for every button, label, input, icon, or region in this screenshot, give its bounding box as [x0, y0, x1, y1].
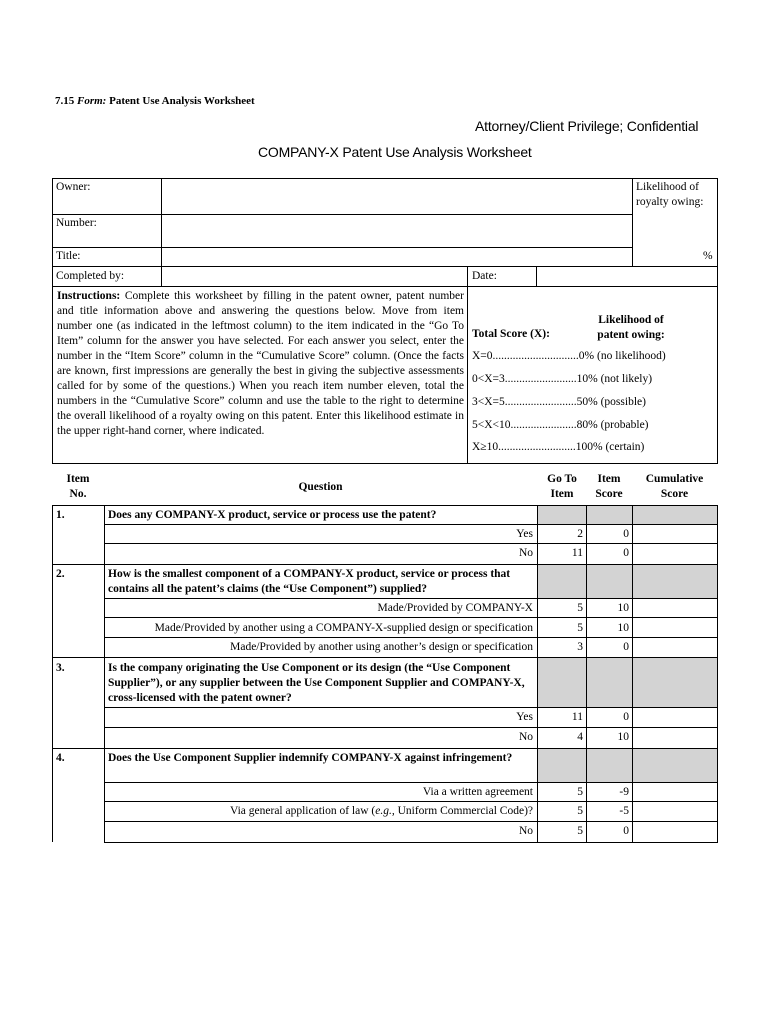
cumulative-score-field[interactable] [633, 525, 717, 543]
header-question: Question [298, 481, 343, 493]
owner-label: Owner: [56, 181, 91, 193]
item-score-value: 0 [623, 711, 629, 723]
cumulative-score-field[interactable] [633, 708, 717, 727]
goto-value: 5 [577, 602, 583, 614]
header-goto-line1: Go To [547, 473, 577, 485]
header-item-no [52, 472, 104, 502]
goto-value: 4 [577, 731, 583, 743]
goto-value: 11 [571, 547, 583, 559]
item-number: 4. [56, 752, 65, 764]
form-label: Form: [77, 95, 107, 107]
date-label: Date: [472, 270, 497, 282]
item-number: 3. [56, 662, 65, 674]
answer-text [108, 804, 533, 819]
confidential-notice: Attorney/Client Privilege; Confidential [475, 118, 699, 134]
header-item-score-line2: Score [595, 488, 623, 500]
item-score-value: -5 [619, 805, 629, 817]
worksheet-title: COMPANY-X Patent Use Analysis Worksheet [258, 144, 532, 160]
score-col-likelihood-line2: patent owing: [597, 329, 665, 341]
header-cumulative-score [632, 472, 717, 502]
item-score-value: 10 [617, 731, 629, 743]
item-number: 2. [56, 568, 65, 580]
item-score-value: 0 [623, 547, 629, 559]
item-question: Is the company originating the Use Component or its design (the “Use Component Supplier”), or any supplier between the Use Component Supplier and COMPANY-X, cross-licensed with the patent owner? [108, 662, 525, 704]
cumulative-score-field[interactable] [633, 544, 717, 564]
item-score-value: 10 [617, 622, 629, 634]
item-number: 1. [56, 509, 65, 521]
number-label: Number: [56, 217, 97, 229]
form-number: 7.15 [55, 95, 75, 107]
item-question: How is the smallest component of a COMPANY-X product, service or process that contains all the patent’s claims (the “Use Component”) supplied? [108, 568, 511, 595]
instructions [57, 289, 464, 439]
cumulative-score-field[interactable] [633, 783, 717, 801]
header-item-score [586, 472, 632, 502]
instructions-text: Complete this worksheet by filling in the patent owner, patent number and title information above and answering the questions below. Move from item number one (as indicated in the leftmost column) to the item indicated in the “Go To Item” column for the answer you have selected. For each answer you select, enter the number in the “Item Score” column in the “Cumulative Score” column. (Once the facts are known, first impressions are generally the best in giving the subjective assessments called for by some of the questions.) When you reach item number eleven, total the numbers in the “Cumulative Score” column and use the table to the right to determine the overall likelihood of a royalty owing on this patent. Enter this likelihood estimate in the upper right-hand corner, where indicated. [57, 290, 464, 437]
date-field[interactable] [537, 267, 716, 285]
answer-text: No [518, 825, 533, 837]
number-field[interactable] [162, 215, 631, 246]
goto-value: 2 [577, 528, 583, 540]
title-label: Title: [56, 250, 81, 262]
cumulative-score-field[interactable] [633, 728, 717, 748]
score-col-likelihood-line1: Likelihood of [598, 314, 664, 326]
answer-text: No [518, 547, 533, 559]
form-heading [55, 95, 255, 107]
header-goto [538, 472, 586, 502]
item-score-value: -9 [619, 786, 629, 798]
goto-value: 5 [577, 805, 583, 817]
cumulative-score-field[interactable] [633, 802, 717, 821]
score-row: X≥10...........................100% (certain) [472, 441, 645, 453]
answer-text-part: Via general application of law ( [230, 805, 376, 817]
cumulative-score-field[interactable] [633, 599, 717, 617]
answer-text: Made/Provided by COMPANY-X [377, 602, 533, 614]
goto-value: 5 [577, 786, 583, 798]
goto-value: 5 [577, 825, 583, 837]
item-score-value: 0 [623, 528, 629, 540]
item-score-value: 0 [623, 641, 629, 653]
completed-by-label: Completed by: [56, 270, 125, 282]
cumulative-score-field[interactable] [633, 638, 717, 657]
score-row: X=0..............................0% (no likelihood) [472, 350, 666, 362]
score-col-total: Total Score (X): [472, 328, 550, 340]
goto-value: 3 [577, 641, 583, 653]
cumulative-score-field[interactable] [633, 618, 717, 637]
answer-text: Via a written agreement [422, 786, 533, 798]
score-col-likelihood [586, 313, 676, 343]
goto-value: 11 [571, 711, 583, 723]
answer-text-emphasis: e.g., [375, 805, 395, 817]
completed-by-field[interactable] [162, 267, 466, 285]
likelihood-label: Likelihood of royalty owing: [636, 181, 704, 208]
header-item-no-line1: Item [66, 473, 90, 485]
item-question: Does the Use Component Supplier indemnify COMPANY-X against infringement? [108, 752, 513, 764]
cumulative-score-field[interactable] [633, 822, 717, 842]
header-cumulative-line2: Score [660, 488, 689, 500]
form-title: Patent Use Analysis Worksheet [109, 95, 255, 107]
item-score-value: 0 [623, 825, 629, 837]
answer-text: Made/Provided by another using another’s design or specification [230, 641, 533, 653]
answer-text: Yes [516, 528, 533, 540]
header-item-score-line1: Item [597, 473, 621, 485]
header-cumulative-line1: Cumulative [645, 473, 704, 485]
score-row: 3<X=5.........................50% (possible) [472, 396, 646, 408]
score-row: 0<X=3.........................10% (not likely) [472, 373, 653, 385]
item-question: Does any COMPANY-X product, service or process use the patent? [108, 509, 437, 521]
owner-field[interactable] [162, 179, 631, 213]
percent-sign: % [703, 250, 713, 262]
title-field[interactable] [162, 248, 631, 265]
answer-text: No [518, 731, 533, 743]
header-goto-line2: Item [550, 488, 574, 500]
answer-text: Made/Provided by another using a COMPANY-X-supplied design or specification [154, 622, 533, 634]
instructions-label: Instructions: [57, 290, 121, 302]
goto-value: 5 [577, 622, 583, 634]
answer-text: Yes [516, 711, 533, 723]
score-row: 5<X<10.......................80% (probable) [472, 419, 649, 431]
header-item-no-line2: No. [69, 488, 87, 500]
answer-text-part: Uniform Commercial Code)? [394, 805, 533, 817]
item-score-value: 10 [617, 602, 629, 614]
